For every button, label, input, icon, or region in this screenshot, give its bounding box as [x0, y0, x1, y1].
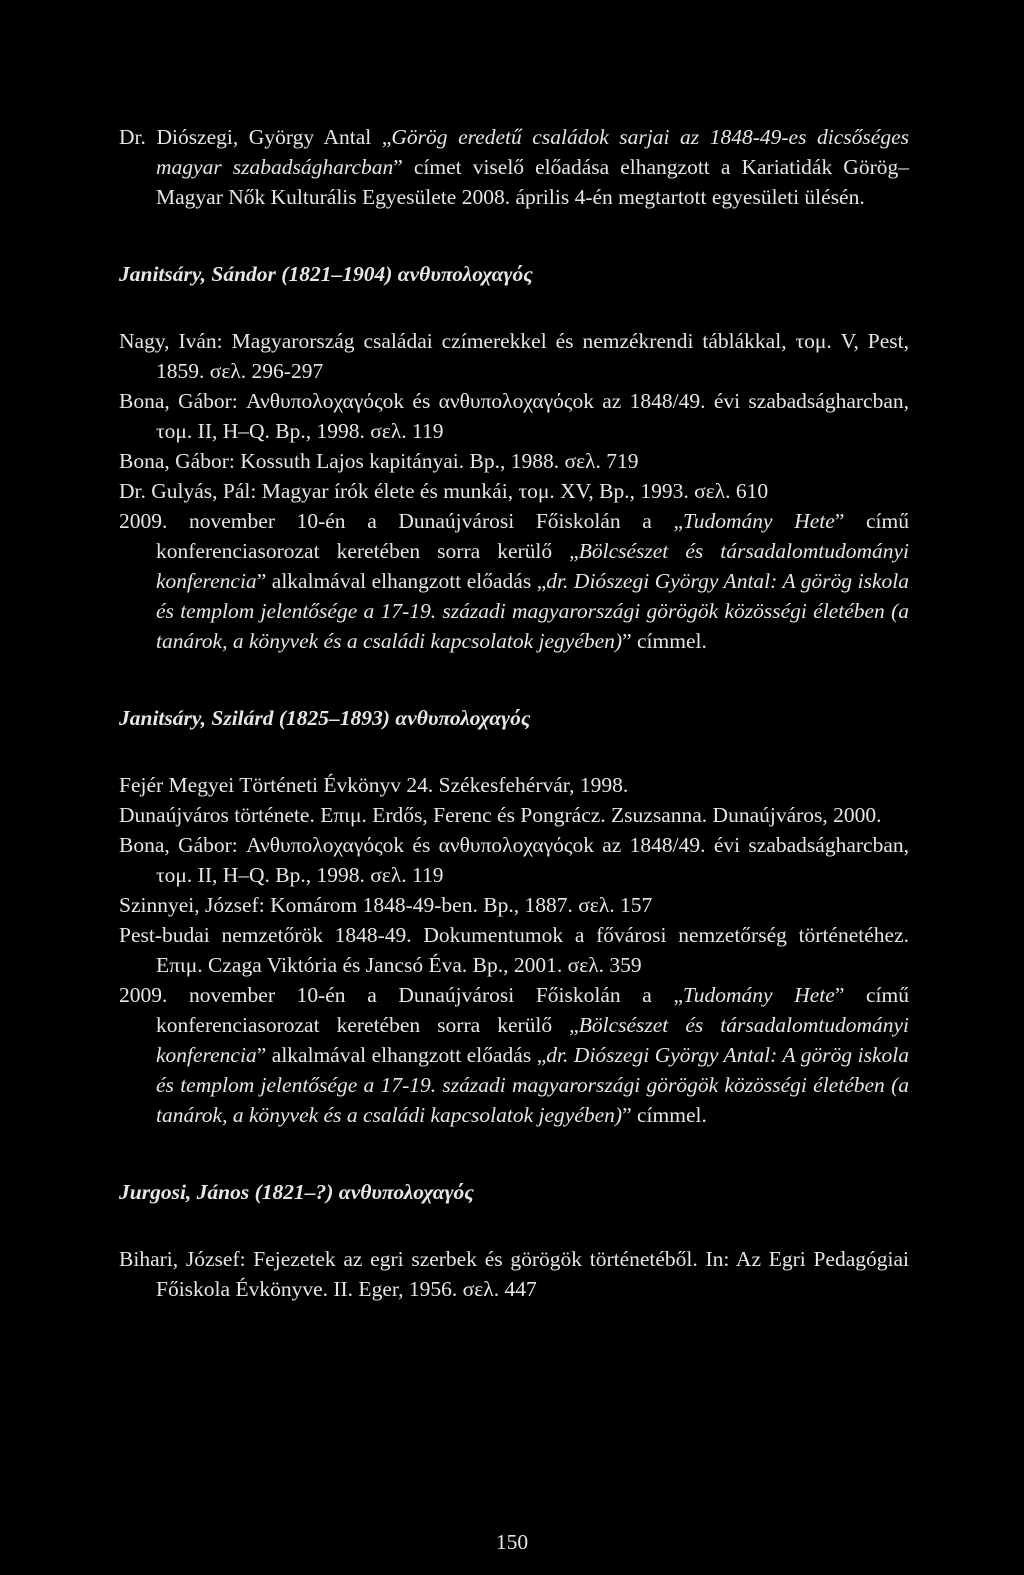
entry-text: 2009. november 10-én a Dunaújvárosi Főiskolán a „	[119, 983, 683, 1007]
entry-text: ” címmel.	[622, 1103, 707, 1127]
entry-text: ” címmel.	[622, 629, 707, 653]
entry-italic: Bölcsészet és társadalomtudományi konferencia	[156, 1013, 909, 1067]
bibliography-entry: Fejér Megyei Történeti Évkönyv 24. Székesfehérvár, 1998.	[119, 773, 629, 797]
bibliography-entry: Bona, Gábor: Ανθυπολοχαγόςok és ανθυπολοχαγόςok az 1848/49. évi szabadságharcban, τομ. II, H–Q. Bp., 1998. σελ. 119	[119, 833, 909, 887]
entry-text: ” alkalmával elhangzott előadás „	[256, 1043, 547, 1067]
entry-italic: Tudomány Hete	[683, 509, 835, 533]
bibliography-entry: Nagy, Iván: Magyarország családai czímerekkel és nemzékrendi táblákkal, τομ. V, Pest, 1859. σελ. 296-297	[119, 329, 909, 383]
conference-entry	[119, 980, 909, 1130]
section-heading: Janitsáry, Szilárd (1825–1893) ανθυπολοχαγός	[119, 706, 531, 730]
section-heading: Janitsáry, Sándor (1821–1904) ανθυπολοχαγός	[119, 262, 533, 286]
entry-text: ” alkalmával elhangzott előadás „	[256, 569, 547, 593]
entry-italic: dr. Diószegi György Antal: A görög iskola és templom jelentősége a 17-19. századi magyarországi görögök közösségi életében (a tanárok, a könyvek és a családi kapcsolatok jegyében)	[156, 1043, 909, 1127]
bibliography-entry: Bona, Gábor: Ανθυπολοχαγόςok és ανθυπολοχαγόςok az 1848/49. évi szabadságharcban, τομ. II, H–Q. Bp., 1998. σελ. 119	[119, 389, 909, 443]
page-content	[119, 122, 909, 1304]
entry-text: ” címet viselő előadása elhangzott a Kariatidák Görög–Magyar Nők Kulturális Egyesülete 2008. április 4-én megtartott egyesületi ülésén.	[156, 155, 909, 209]
entry-text: Dr. Diószegi, György Antal „	[119, 125, 392, 149]
entry-text: 2009. november 10-én a Dunaújvárosi Főiskolán a „	[119, 509, 683, 533]
bibliography-entry: Dunaújváros története. Επιμ. Erdős, Ferenc és Pongrácz. Zsuzsanna. Dunaújváros, 2000.	[119, 803, 882, 827]
bibliography-entry	[119, 122, 909, 212]
entry-italic: dr. Diószegi György Antal: A görög iskola és templom jelentősége a 17-19. századi magyarországi görögök közösségi életében (a tanárok, a könyvek és a családi kapcsolatok jegyében)	[156, 569, 909, 653]
page-number: 150	[495, 1530, 529, 1554]
entry-text: ” című konferenciasorozat keretében sorra kerülő „	[156, 983, 909, 1037]
entry-italic: Bölcsészet és társadalomtudományi konferencia	[156, 539, 909, 593]
bibliography-entry: Bihari, József: Fejezetek az egri szerbek és görögök történetéből. In: Az Egri Pedagógiai Főiskola Évkönyve. II. Eger, 1956. σελ. 447	[119, 1247, 909, 1301]
entry-italic: Tudomány Hete	[683, 983, 835, 1007]
bibliography-entry: Bona, Gábor: Kossuth Lajos kapitányai. Bp., 1988. σελ. 719	[119, 449, 639, 473]
bibliography-entry: Szinnyei, József: Komárom 1848-49-ben. Bp., 1887. σελ. 157	[119, 893, 653, 917]
entry-text: ” című konferenciasorozat keretében sorra kerülő „	[156, 509, 909, 563]
bibliography-entry: Pest-budai nemzetőrök 1848-49. Dokumentumok a fővárosi nemzetőrség történetéhez. Επιμ. Czaga Viktória és Jancsó Éva. Bp., 2001. σελ. 359	[119, 923, 909, 977]
section-heading: Jurgosi, János (1821–?) ανθυπολοχαγός	[119, 1180, 474, 1204]
conference-entry	[119, 506, 909, 656]
entry-title-italic: Görög eredetű családok sarjai az 1848-49-es dicsőséges magyar szabadságharcban	[156, 125, 909, 179]
bibliography-entry: Dr. Gulyás, Pál: Magyar írók élete és munkái, τομ. XV, Bp., 1993. σελ. 610	[119, 479, 769, 503]
